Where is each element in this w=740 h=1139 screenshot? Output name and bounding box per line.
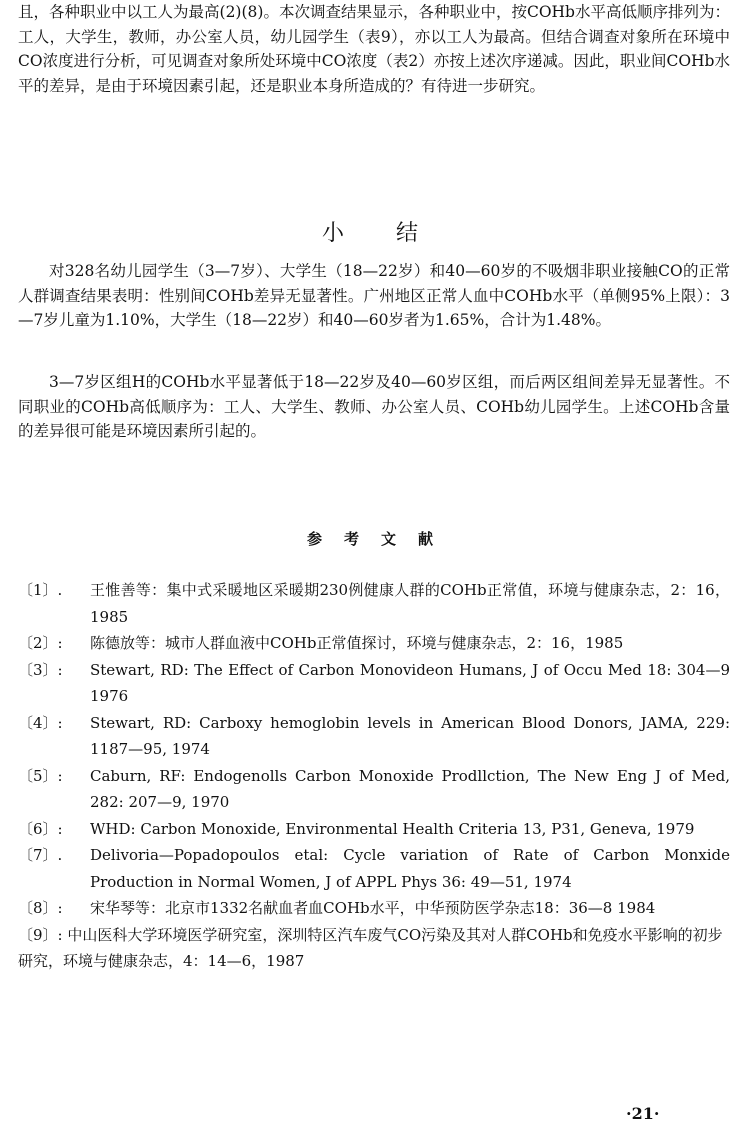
reference-text: Delivoria—Popadopoulos etal: Cycle variation of Rate of Carbon Monxide Production in Normal Women, J of APPL Phys 36: 49—51, 1974 [90,846,730,891]
reference-text: 中山医科大学环境医学研究室，深圳特区汽车废气CO污染及其对人群COHb和免疫水平影响的初步研究，环境与健康杂志，4：14—6，1987 [18,925,723,970]
reference-item [18,816,730,843]
reference-number: 〔2〕: [18,634,63,652]
reference-number: 〔6〕: [18,819,63,838]
reference-item [18,922,730,975]
reference-item [18,710,730,763]
reference-text: 宋华琴等：北京市1332名献血者血COHb水平，中华预防医学杂志18：36—8 1984 [90,899,656,917]
reference-number: 〔7〕. [18,846,63,864]
reference-text: 王惟善等：集中式采暖地区采暖期230例健康人群的COHb正常值，环境与健康杂志，2：16，1985 [90,581,730,626]
reference-item [18,763,730,816]
reference-number: 〔5〕: [18,766,63,785]
summary-paragraph-2: 3—7岁区组H的COHb水平显著低于18—22岁及40—60岁区组，而后两区组间差异无显著性。不同职业的COHb高低顺序为：工人、大学生、教师、办公室人员、COHb幼儿园学生。上述COHb含量的差异很可能是环境因素所引起的。 [18,373,730,440]
reference-number: 〔1〕. [18,581,63,599]
reference-list [18,577,730,975]
continuation-paragraph: 且，各种职业中以工人为最高(2)(8)。本次调查结果显示，各种职业中，按COHb水平高低顺序排列为：工人，大学生，教师，办公室人员，幼儿园学生（表9），亦以工人为最高。但结合调查对象所在环境中CO浓度进行分析，可见调查对象所处环境中CO浓度（表2）亦按上述次序递减。因此，职业间COHb水平的差异，是由于环境因素引起，还是职业本身所造成的？有待进一步研究。 [18,3,730,95]
reference-item [18,577,730,630]
reference-item [18,657,730,710]
reference-item [18,842,730,895]
reference-number: 〔3〕: [18,660,63,679]
reference-text: Stewart, RD: Carboxy hemoglobin levels in American Blood Donors, JAMA, 229: 1187—95, 1974 [90,713,730,758]
reference-text: 陈德放等：城市人群血液中COHb正常值探讨，环境与健康杂志，2：16，1985 [90,634,624,652]
references-heading: 参考文献 [306,530,455,548]
reference-number: 〔9〕: [18,925,63,944]
reference-item [18,630,730,657]
reference-text: Caburn, RF: Endogenolls Carbon Monoxide Prodllction, The New Eng J of Med, 282: 207—9, 1970 [90,766,730,811]
reference-text: WHD: Carbon Monoxide, Environmental Health Criteria 13, P31, Geneva, 1979 [90,819,695,838]
reference-number: 〔4〕: [18,713,63,732]
page-number: ·21· [626,1104,660,1123]
reference-item [18,895,730,922]
summary-paragraph-1: 对328名幼儿园学生（3—7岁）、大学生（18—22岁）和40—60岁的不吸烟非职业接触CO的正常人群调查结果表明：性别间COHb差异无显著性。广州地区正常人血中COHb水平（单侧95%上限）：3—7岁儿童为1.10%，大学生（18—22岁）和40—60岁者为1.65%，合计为1.48%。 [18,262,730,329]
summary-heading: 小结 [321,221,470,246]
reference-number: 〔8〕: [18,899,63,917]
reference-text: Stewart, RD: The Effect of Carbon Monovideon Humans, J of Occu Med 18: 304—9 1976 [90,660,730,705]
